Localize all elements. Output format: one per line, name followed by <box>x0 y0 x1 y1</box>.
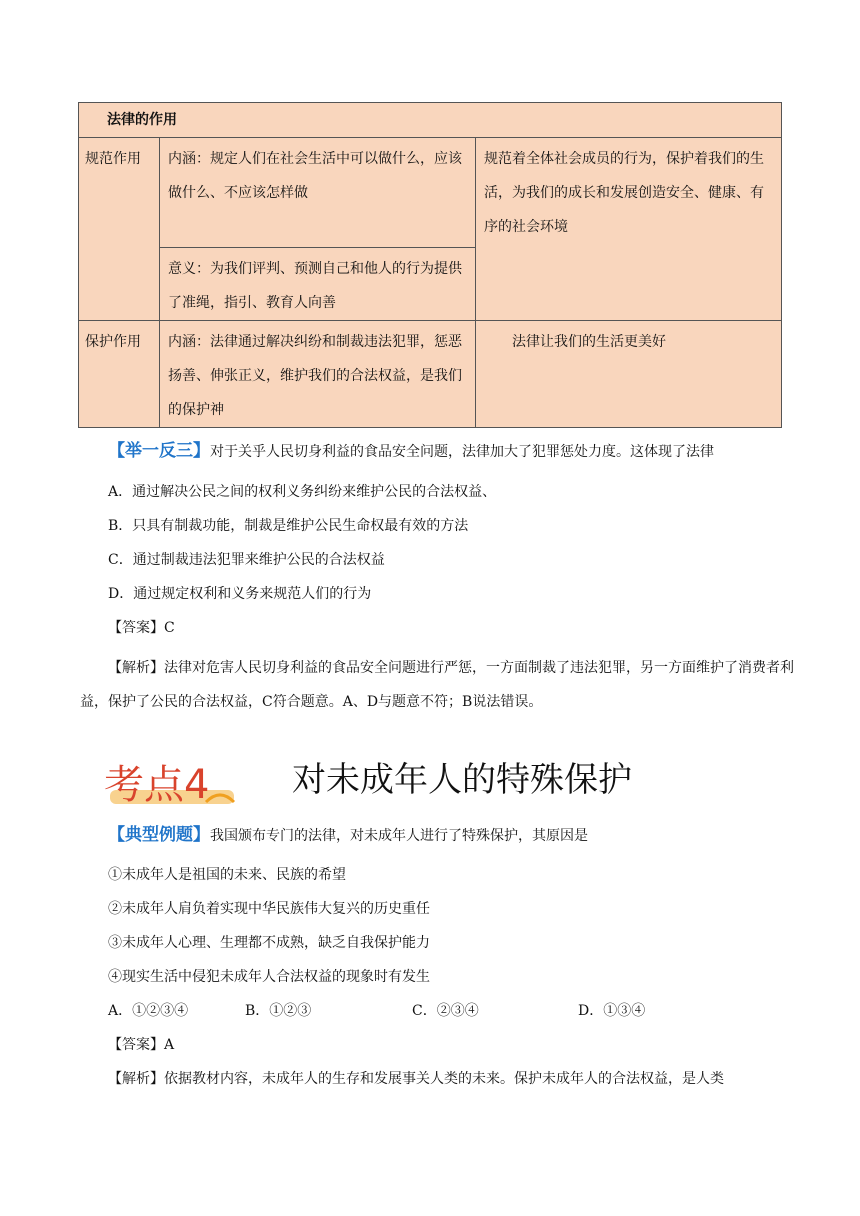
practice-answer: 【答案】C <box>108 620 175 636</box>
practice-tag: 【举一反三】 <box>108 441 210 461</box>
practice-question <box>108 440 808 463</box>
kaodian-logo-icon <box>102 758 242 808</box>
practice-option-c: C．通过制裁违法犯罪来维护公民的合法权益 <box>108 552 385 568</box>
practice-question-text: 对于关乎人民切身利益的食品安全问题，法律加大了犯罪惩处力度。这体现了法律 <box>210 444 714 460</box>
protective-connotation: 内涵：法律通过解决纠纷和制裁违法犯罪，惩恶扬善、伸张正义，维护我们的合法权益，是我们的保护神 <box>160 321 476 428</box>
example-answer: 【答案】A <box>108 1037 175 1053</box>
practice-option-d: D．通过规定权利和义务来规范人们的行为 <box>108 586 372 602</box>
table-title: 法律的作用 <box>79 103 782 138</box>
section-title: 对未成年人的特殊保护 <box>292 760 632 800</box>
example-option-a: A．①②③④ <box>108 1003 189 1019</box>
practice-analysis-tag: 【解析】 <box>108 660 164 676</box>
example-option-c: C．②③④ <box>412 1003 479 1019</box>
example-tag: 【典型例题】 <box>108 825 210 845</box>
protective-summary-cell <box>476 321 782 428</box>
example-option-d: D．①③④ <box>578 1003 646 1019</box>
normative-connotation: 内涵：规定人们在社会生活中可以做什么，应该做什么、不应该怎样做 <box>160 138 476 248</box>
example-analysis-text: 依据教材内容，未成年人的生存和发展事关人类的未来。保护未成年人的合法权益，是人类 <box>164 1071 724 1087</box>
row-label-protective: 保护作用 <box>79 321 160 428</box>
statement-1: ①未成年人是祖国的未来、民族的希望 <box>108 867 346 883</box>
practice-option-a: A．通过解决公民之间的权利义务纠纷来维护公民的合法权益、 <box>108 484 497 500</box>
example-question <box>108 824 808 847</box>
practice-option-b: B．只具有制裁功能，制裁是维护公民生命权最有效的方法 <box>108 518 469 534</box>
example-analysis-tag: 【解析】 <box>108 1071 164 1087</box>
example-question-text: 我国颁布专门的法律，对未成年人进行了特殊保护，其原因是 <box>210 828 588 844</box>
statement-3: ③未成年人心理、生理都不成熟，缺乏自我保护能力 <box>108 935 430 951</box>
protective-summary: 法律让我们的生活更美好 <box>512 334 666 350</box>
practice-analysis <box>80 651 800 719</box>
statement-2: ②未成年人肩负着实现中华民族伟大复兴的历史重任 <box>108 901 430 917</box>
row-label-normative: 规范作用 <box>79 138 160 321</box>
practice-analysis-text: 法律对危害人民切身利益的食品安全问题进行严惩，一方面制裁了违法犯罪，另一方面维护了消费者利益，保护了公民的合法权益，C符合题意。A、D与题意不符；B说法错误。 <box>80 660 794 710</box>
kaodian-logo-text: 考点4 <box>104 762 210 808</box>
statement-4: ④现实生活中侵犯未成年人合法权益的现象时有发生 <box>108 969 430 985</box>
normative-significance: 意义：为我们评判、预测自己和他人的行为提供了准绳，指引、教育人向善 <box>160 248 476 321</box>
normative-summary: 规范着全体社会成员的行为，保护着我们的生活，为我们的成长和发展创造安全、健康、有序的社会环境 <box>476 138 782 321</box>
example-analysis <box>108 1068 798 1090</box>
law-function-table <box>78 102 782 428</box>
example-option-b: B．①②③ <box>245 1003 312 1019</box>
